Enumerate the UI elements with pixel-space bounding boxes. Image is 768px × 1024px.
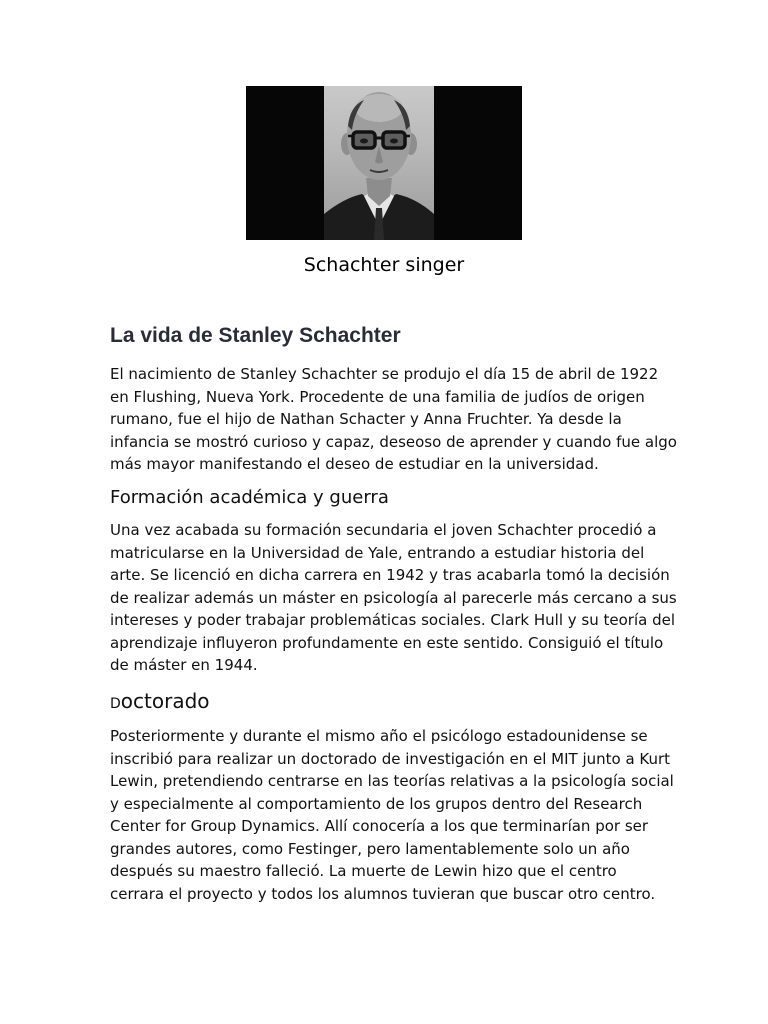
section-heading-doctorate bbox=[110, 687, 210, 718]
photo-caption: Schachter singer bbox=[303, 254, 465, 276]
heading-first-letter: D bbox=[110, 696, 121, 712]
paragraph-line: Center for Group Dynamics. Allí conocería a los que terminarían por ser bbox=[110, 817, 649, 835]
section-heading-education: Formación académica y guerra bbox=[110, 487, 389, 508]
paragraph-line: más mayor manifestando el deseo de estudiar en la universidad. bbox=[110, 455, 599, 473]
paragraph-doctorate bbox=[110, 725, 674, 905]
paragraph-line: en Flushing, Nueva York. Procedente de una familia de judíos de origen bbox=[110, 387, 645, 406]
paragraph-line: El nacimiento de Stanley Schachter se produjo el día 15 de abril de 1922 bbox=[110, 365, 659, 383]
paragraph-line: y especialmente al comportamiento de los grupos dentro del Research bbox=[110, 794, 643, 813]
paragraph-line: Una vez acabada su formación secundaria el joven Schachter procedió a bbox=[110, 521, 657, 539]
portrait-illustration bbox=[324, 86, 434, 240]
paragraph-line: matricularse en la Universidad de Yale, entrando a estudiar historia del bbox=[110, 543, 645, 562]
paragraph-line: inscribió para realizar un doctorado de investigación en el MIT junto a Kurt bbox=[110, 749, 671, 768]
portrait-photo bbox=[246, 86, 522, 240]
paragraph-line: cerrara el proyecto y todos los alumnos tuvieran que buscar otro centro. bbox=[110, 884, 656, 903]
paragraph-line: después su maestro falleció. La muerte de Lewin hizo que el centro bbox=[110, 862, 617, 880]
article-title: La vida de Stanley Schachter bbox=[110, 324, 401, 347]
paragraph-line: arte. Se licenció en dicha carrera en 1942 y tras acabarla tomó la decisión bbox=[110, 566, 670, 584]
paragraph-line: aprendizaje influyeron profundamente en este sentido. Consiguió el título bbox=[110, 633, 664, 652]
portrait-photo-panel bbox=[324, 86, 434, 240]
paragraph-education bbox=[110, 519, 677, 677]
paragraph-line: Posteriormente y durante el mismo año el psicólogo estadounidense se bbox=[110, 727, 648, 745]
paragraph-line: de realizar además un máster en psicología al parecerle más cercano a sus bbox=[110, 588, 677, 607]
paragraph-birth bbox=[110, 363, 677, 476]
paragraph-line: grandes autores, como Festinger, pero lamentablemente solo un año bbox=[110, 839, 630, 858]
paragraph-line: de máster en 1944. bbox=[110, 656, 258, 674]
paragraph-line: infancia se mostró curioso y capaz, deseoso de aprender y cuando fue algo bbox=[110, 432, 677, 451]
heading-rest: octorado bbox=[120, 689, 210, 713]
paragraph-line: rumano, fue el hijo de Nathan Schacter y Anna Fruchter. Ya desde la bbox=[110, 410, 622, 428]
paragraph-line: intereses y poder trabajar problemáticas sociales. Clark Hull y su teoría del bbox=[110, 611, 676, 629]
paragraph-line: Lewin, pretendiendo centrarse en las teorías relativas a la psicología social bbox=[110, 772, 674, 790]
